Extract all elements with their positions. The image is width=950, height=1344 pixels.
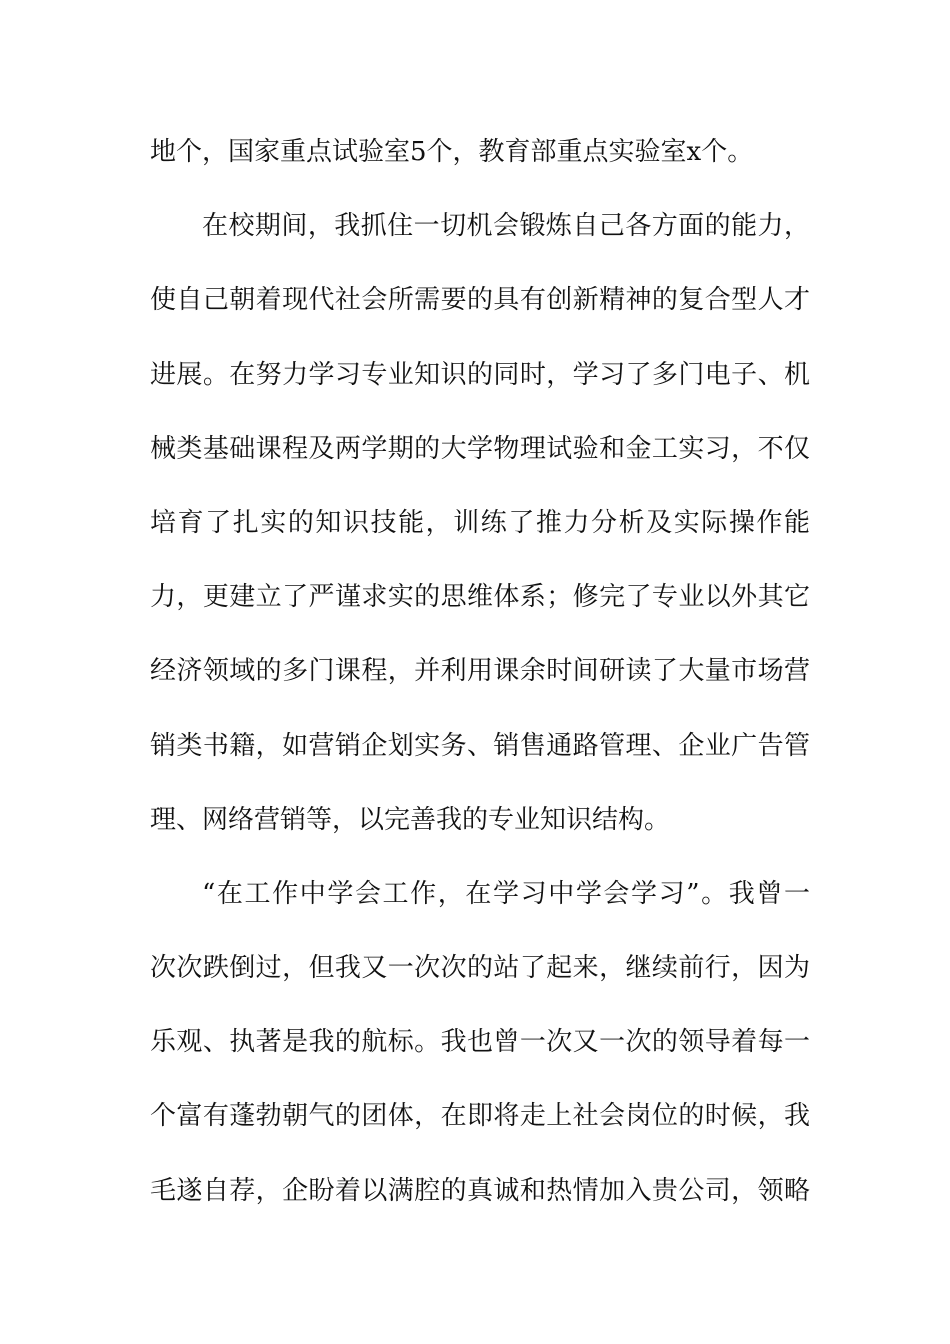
paragraph-start-line: “在工作中学会工作，在学习中学会学习”。我曾一 (202, 878, 810, 909)
text-line: 地个，国家重点试验室5个，教育部重点实验室x个。 (150, 137, 754, 167)
text-line: 培育了扎实的知识技能，训练了推力分析及实际操作能 (150, 507, 810, 538)
text-line: 经济领域的多门课程，并利用课余时间研读了大量市场营 (150, 656, 810, 687)
text-line: 力，更建立了严谨求实的思维体系；修完了专业以外其它 (150, 582, 810, 613)
text-line: 销类书籍，如营销企划实务、销售通路管理、企业广告管 (150, 730, 810, 761)
text-line: 械类基础课程及两学期的大学物理试验和金工实习，不仅 (150, 433, 810, 464)
text-line: 使自己朝着现代社会所需要的具有创新精神的复合型人才 (150, 285, 810, 316)
document-body (150, 127, 810, 1240)
paragraph-end-line: 理、网络营销等，以完善我的专业知识结构。 (150, 804, 671, 835)
text-line: 进展。在努力学习专业知识的同时，学习了多门电子、机 (150, 359, 810, 390)
text-line: 个富有蓬勃朝气的团体，在即将走上社会岗位的时候，我 (150, 1101, 810, 1132)
text-line: 次次跌倒过，但我又一次次的站了起来，继续前行，因为 (150, 953, 810, 984)
text-line: 乐观、执著是我的航标。我也曾一次又一次的领导着每一 (150, 1027, 810, 1058)
text-line: 毛遂自荐，企盼着以满腔的真诚和热情加入贵公司，领略 (150, 1175, 810, 1206)
paragraph-start-line: 在校期间，我抓住一切机会锻炼自己各方面的能力， (202, 211, 810, 242)
